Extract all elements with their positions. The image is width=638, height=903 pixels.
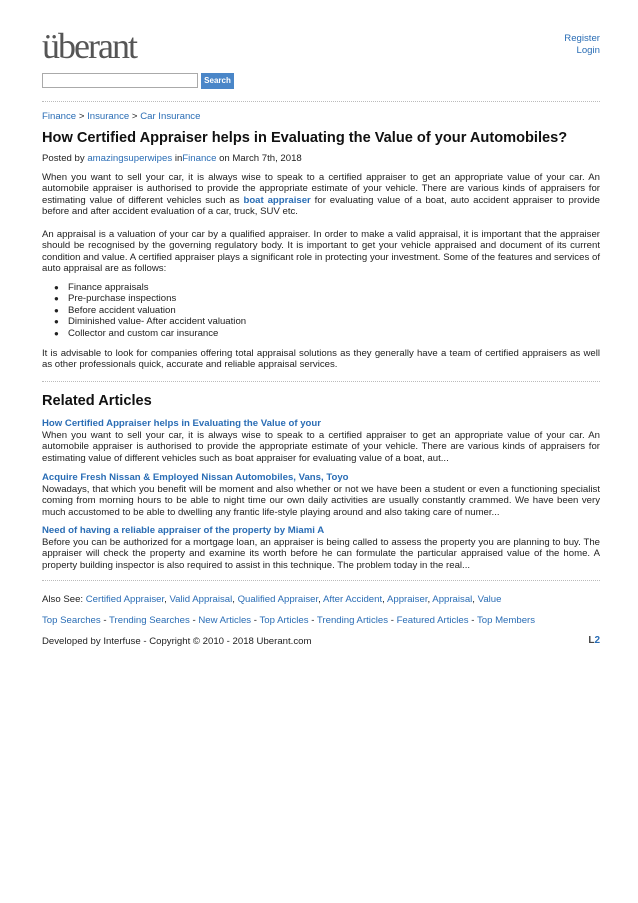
badge-letter: L [588,635,595,646]
copyright: Developed by Interfuse - Copyright © 2010 - 2018 Uberant.com [42,636,312,647]
footer-links [42,615,535,626]
also-see-label: Also See: [42,594,84,605]
search-button[interactable]: Search [201,73,234,89]
related-article-title[interactable]: Acquire Fresh Nissan & Employed Nissan Automobiles, Vans, Toyo [42,472,349,483]
related-article-snippet: Nowadays, that which you benefit will be moment and also whether or not we have been a student or even a functioning specialist coming from morning hours to be able to night time our own daily activities are usually constantly crammed. We have been very much accustomed to be able to dwelling any frantic life-style playing around and also taking care of numer... [42,483,600,518]
article-paragraph-1 [42,172,600,217]
footer-link-trending-searches[interactable]: Trending Searches [109,615,190,626]
paragraph-text: for evaluating value of a boat, auto accident appraiser to provide before and after accident evaluation of a car, truck, SUV etc. [42,194,600,217]
related-article-title[interactable]: How Certified Appraiser helps in Evaluating the Value of your [42,418,321,429]
related-article [42,418,600,464]
footer-separator: - [103,615,107,626]
site-logo[interactable]: überant [42,26,136,66]
search-input[interactable] [42,73,198,88]
divider [42,101,600,102]
list-item: ● Collector and custom car insurance [54,328,246,339]
list-item: ● Before accident valuation [54,305,246,316]
footer-link-top-articles[interactable]: Top Articles [259,615,309,626]
article-paragraph-2: An appraisal is a valuation of your car by a qualified appraiser. In order to make a valid appraisal, it is important that the appraiser should be recognised by the governing regulatory body. It is important to get your vehicle appraised and document of its current condition and value. A certified appraiser plays a significant role in protecting your investment. Some of the features and services of auto appraisal are as follows: [42,229,600,274]
tag-link[interactable]: Appraiser [386,594,428,605]
tag-link[interactable]: Value [477,594,502,605]
related-article-snippet: Before you can be authorized for a mortgage loan, an appraiser is being called to assess the property you are planning to buy. The appraiser will check the property and examine its worth before he can formulate the particular appraised value of the home. A property building inspector is also required to assist in this technique. The problem today in the real... [42,536,600,571]
footer-link-top-searches[interactable]: Top Searches [42,615,101,626]
footer-separator: - [471,615,475,626]
tag-link[interactable]: Valid Appraisal [169,594,233,605]
also-see: Also See: Certified Appraiser, Valid Appraisal, Qualified Appraiser, After Accident, Appraiser, Appraisal, Value [42,594,502,605]
list-item: ● Diminished value- After accident valuation [54,316,246,327]
page-title: How Certified Appraiser helps in Evaluating the Value of your Automobiles? [42,130,568,146]
related-article [42,525,600,571]
paragraph-text: When you want to sell your car, it is always wise to speak to a certified appraiser to get an appropriate value of your car. An automobile appraiser is authorised to provide the appropriate estimate of your vehicle. There are various kinds of appraisers for estimating value of different vehicles such as [42,172,600,206]
footer-separator: - [192,615,196,626]
footer-link-top-members[interactable]: Top Members [476,615,536,626]
tag-link[interactable]: Qualified Appraiser [237,594,319,605]
divider [42,381,600,382]
author-link[interactable]: amazingsuperwipes [87,153,173,164]
badge-logo[interactable] [588,635,600,646]
boat-appraiser-link[interactable]: boat appraiser [243,194,311,206]
breadcrumb [42,111,200,122]
tag-link[interactable]: Certified Appraiser [85,594,165,605]
footer-link-new-articles[interactable]: New Articles [198,615,252,626]
breadcrumb-car-insurance[interactable]: Car Insurance [140,111,201,122]
breadcrumb-insurance[interactable]: Insurance [87,111,130,122]
category-link[interactable]: Finance [182,153,217,164]
byline-in: in [174,153,183,164]
footer-separator: - [390,615,394,626]
list-item: ● Pre-purchase inspections [54,293,246,304]
related-article-snippet: When you want to sell your car, it is always wise to speak to a certified appraiser to get an appropriate value of your car. An automobile appraiser is authorised to provide the appropriate estimate of your vehicle. There are various kinds of appraisers for estimating value of different vehicles such as boat appraiser for evaluating value of a boat, aut... [42,429,600,464]
tag-link[interactable]: Appraisal [432,594,473,605]
byline-date: on March 7th, 2018 [219,153,302,164]
footer-link-featured-articles[interactable]: Featured Articles [396,615,469,626]
byline-prefix: Posted by [42,153,85,164]
byline [42,153,302,164]
account-links [564,33,600,57]
article-paragraph-3: It is advisable to look for companies offering total appraisal solutions as they generally have a team of certified appraisers as well as other professionals quick, accurate and reliable appraisal services. [42,348,600,371]
breadcrumb-separator: > [78,111,85,122]
related-article-title[interactable]: Need of having a reliable appraiser of the property by Miami A [42,525,325,536]
footer-separator: - [311,615,315,626]
footer-link-trending-articles[interactable]: Trending Articles [316,615,389,626]
badge-number: 2 [594,635,600,646]
register-link[interactable]: Register [564,33,600,44]
related-heading: Related Articles [42,393,152,409]
tag-link[interactable]: After Accident [322,594,383,605]
divider [42,580,600,581]
feature-list [54,282,246,339]
breadcrumb-separator: > [131,111,138,122]
breadcrumb-finance[interactable]: Finance [42,111,77,122]
related-article [42,472,600,518]
login-link[interactable]: Login [576,45,600,56]
footer-separator: - [253,615,257,626]
list-item: ● Finance appraisals [54,282,246,293]
